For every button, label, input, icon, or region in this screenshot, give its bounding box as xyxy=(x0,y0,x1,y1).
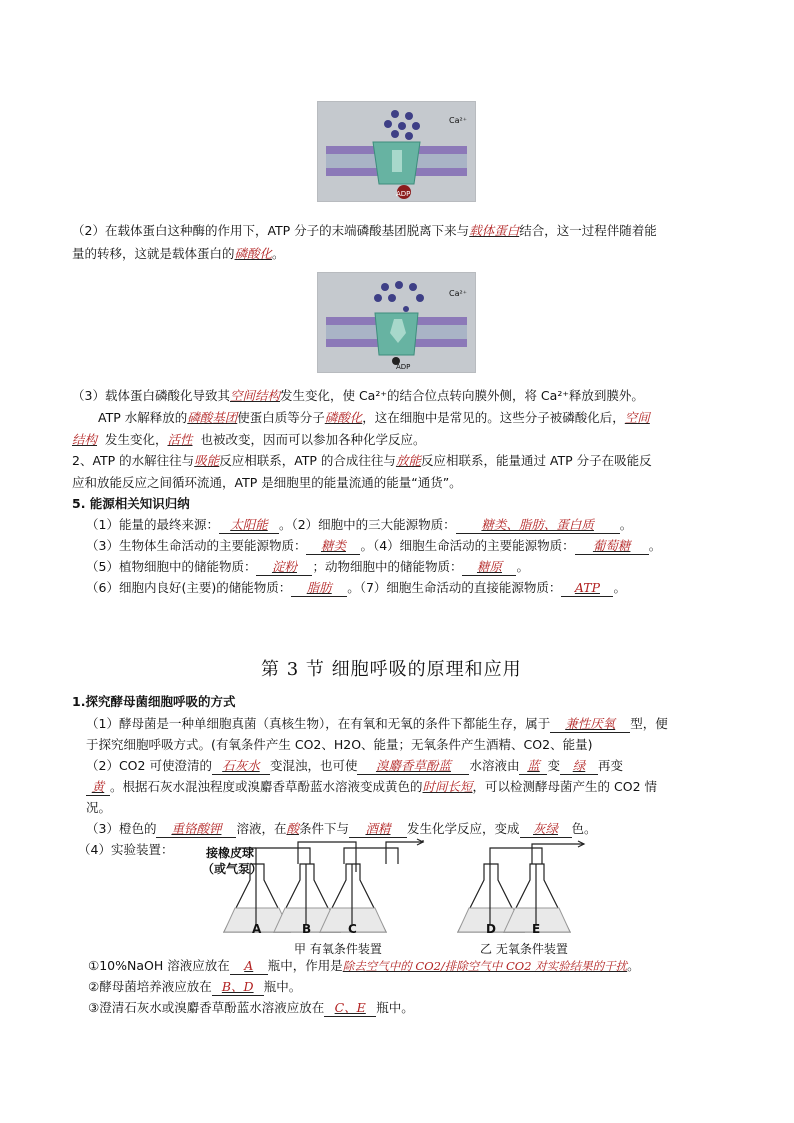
text: 溶液，在 xyxy=(236,821,287,836)
flask-d-label: D xyxy=(486,922,496,936)
text: （6）细胞内良好(主要)的储能物质： xyxy=(86,580,292,595)
answer-blank: 蓝 xyxy=(527,758,540,773)
paragraph-2-line-2 xyxy=(72,246,285,262)
text: 型，便 xyxy=(630,716,668,731)
paragraph-2-line-1 xyxy=(72,223,657,239)
text: 水溶液由 xyxy=(469,758,520,773)
pump-label-sub: （或气泵） xyxy=(202,862,263,876)
answer-blank: 除去空气中的 CO2/排除空气中 CO2 对实验结果的干扰 xyxy=(342,959,628,973)
answer-blank: 酸 xyxy=(286,821,299,836)
energy-row-3 xyxy=(86,559,529,576)
text: ATP 水解释放的 xyxy=(98,410,188,425)
flask-b-label: B xyxy=(302,922,312,936)
q2-line-3 xyxy=(86,800,111,816)
text: 发生变化， xyxy=(104,432,168,447)
q1-line-2 xyxy=(86,737,592,753)
answer-blank: 空间结构 xyxy=(229,388,280,403)
text: 使蛋白质等分子 xyxy=(237,410,325,425)
text: 。 xyxy=(619,517,633,532)
answer-blank: 石灰水 xyxy=(222,758,260,773)
answer-blank: 结构 xyxy=(72,432,98,447)
text: 。 xyxy=(613,580,626,595)
part-1-title: 1.探究酵母菌细胞呼吸的方式 xyxy=(72,694,236,709)
text: 2、ATP 的水解往往与 xyxy=(72,453,195,468)
text: （2）CO2 可使澄清的 xyxy=(86,758,212,773)
text: 。（7）细胞生命活动的直接能源物质： xyxy=(347,580,562,595)
text: 。 xyxy=(627,958,640,973)
text: 。 xyxy=(648,538,662,553)
answer-blank: 酒精 xyxy=(365,821,391,836)
text: 应和放能反应之间循环流通，ATP 是细胞里的能量流通的能量“通货”。 xyxy=(72,475,462,490)
carrier-protein-figure-2 xyxy=(317,272,476,373)
answer-blank: 脂肪 xyxy=(306,580,332,595)
text: （1）能量的最终来源： xyxy=(86,517,219,532)
answer-blank: 灰绿 xyxy=(533,821,559,836)
answer-blank: 放能 xyxy=(395,453,421,468)
answer-blank: 空间 xyxy=(624,410,650,425)
text: 。 xyxy=(516,559,529,574)
aerobic-caption: 甲 有氧条件装置 xyxy=(294,942,382,956)
adp-label: ADP xyxy=(396,190,411,198)
membrane-diagram-2 xyxy=(318,273,475,372)
text: ，可以检测酵母菌产生的 CO2 情 xyxy=(472,779,657,794)
paragraph-3-line-1 xyxy=(72,388,644,404)
text: （5）植物细胞中的储能物质： xyxy=(86,559,257,574)
adp-label: ADP xyxy=(396,363,411,371)
answer-blank: 糖类、脂肪、蛋白质 xyxy=(481,517,594,532)
text: （1）酵母菌是一种单细胞真菌（真核生物），在有氧和无氧的条件下都能生存，属于 xyxy=(86,716,551,731)
text: ②酵母菌培养液应放在 xyxy=(88,979,212,994)
text: 条件下与 xyxy=(298,821,349,836)
text: ；动物细胞中的储能物质： xyxy=(312,559,463,574)
answer-blank: 磷酸化 xyxy=(324,410,363,425)
answer-blank: 太阳能 xyxy=(230,517,268,532)
section-5-title: 5. 能源相关知识归纳 xyxy=(72,496,190,511)
apparatus-diagram xyxy=(198,836,598,960)
answer-blank: 糖类 xyxy=(320,538,346,553)
answer-blank: 磷酸化 xyxy=(234,246,273,261)
answer-blank: 兼性厌氧 xyxy=(565,716,616,731)
answer-1 xyxy=(88,958,640,975)
flask-a-label: A xyxy=(252,922,262,936)
text: （3）橙色的 xyxy=(86,821,157,836)
answer-blank: 时间长短 xyxy=(422,779,473,794)
section-title: 第 3 节 细胞呼吸的原理和应用 xyxy=(261,659,522,680)
text: 量的转移，这就是载体蛋白的 xyxy=(72,246,235,261)
answer-blank: A xyxy=(244,958,254,973)
atp-paragraph-line-2 xyxy=(72,475,462,491)
paragraph-3-line-3 xyxy=(72,432,425,448)
paragraph-3-line-2 xyxy=(98,410,650,426)
answer-3 xyxy=(88,1000,414,1017)
text: 反应相联系，能量通过 ATP 分子在吸能反 xyxy=(420,453,652,468)
text: 。（4）细胞生命活动的主要能源物质： xyxy=(360,538,575,553)
q2-line-1 xyxy=(86,758,623,775)
text: 瓶中。 xyxy=(376,1000,414,1015)
atp-paragraph-line-1 xyxy=(72,453,652,469)
text: 变混浊，也可使 xyxy=(269,758,358,773)
text: 于探究细胞呼吸方式。(有氧条件产生 CO2、H2O、能量；无氧条件产生酒精、CO2、能量) xyxy=(86,737,593,752)
text: 。（2）细胞中的三大能源物质： xyxy=(278,517,456,532)
text: 也被改变，因而可以参加各种化学反应。 xyxy=(200,432,426,447)
answer-blank: 吸能 xyxy=(194,453,220,468)
answer-blank: 活性 xyxy=(167,432,193,447)
flask-e-label: E xyxy=(532,922,541,936)
energy-row-2 xyxy=(86,538,661,555)
q4-line: （4）实验装置： xyxy=(78,842,174,857)
text: 反应相联系，ATP 的合成往往与 xyxy=(219,453,396,468)
text: 发生化学反应，变成 xyxy=(407,821,520,836)
text: （3）生物体生命活动的主要能源物质： xyxy=(86,538,307,553)
answer-blank: ATP xyxy=(574,580,600,595)
text: 况。 xyxy=(86,800,112,815)
text: 再变 xyxy=(598,758,624,773)
text: （3）载体蛋白磷酸化导致其 xyxy=(72,388,230,403)
text: （2）在载体蛋白这种酶的作用下，ATP 分子的末端磷酸基团脱离下来与 xyxy=(72,223,470,238)
ca-label: Ca²⁺ xyxy=(449,116,467,125)
text: 。根据石灰水混浊程度或溴麝香草酚蓝水溶液变成黄色的 xyxy=(110,779,423,794)
pump-label: 接橡皮球 xyxy=(206,846,255,860)
text: 瓶中，作用是 xyxy=(267,958,343,973)
answer-2 xyxy=(88,979,301,996)
text: 色。 xyxy=(571,821,597,836)
answer-blank: 重铬酸钾 xyxy=(171,821,222,836)
answer-blank: B、D xyxy=(221,979,254,994)
energy-row-1 xyxy=(86,517,632,534)
text: ①10%NaOH 溶液应放在 xyxy=(88,958,230,973)
answer-blank: C、E xyxy=(334,1000,366,1015)
text: 变 xyxy=(547,758,560,773)
answer-blank: 磷酸基团 xyxy=(187,410,238,425)
text: 结合，这一过程伴随着能 xyxy=(519,223,657,238)
text: 。 xyxy=(272,246,285,261)
q1-line-1 xyxy=(86,716,668,733)
answer-blank: 黄 xyxy=(91,779,105,794)
q2-line-2 xyxy=(86,779,657,796)
text: ，这在细胞中是常见的。这些分子被磷酸化后， xyxy=(362,410,625,425)
text: 瓶中。 xyxy=(263,979,302,994)
energy-row-4 xyxy=(86,580,626,597)
text: 发生变化，使 Ca²⁺的结合位点转向膜外侧，将 Ca²⁺释放到膜外。 xyxy=(279,388,644,403)
answer-blank: 溴麝香草酚蓝 xyxy=(375,758,451,773)
ca-label: Ca²⁺ xyxy=(449,289,467,298)
answer-blank: 葡萄糖 xyxy=(592,538,631,553)
answer-blank: 糖原 xyxy=(476,559,502,574)
answer-blank: 淀粉 xyxy=(271,559,297,574)
text: ③澄清石灰水或溴麝香草酚蓝水溶液应放在 xyxy=(88,1000,325,1015)
flask-c-label: C xyxy=(348,922,357,936)
answer-blank: 载体蛋白 xyxy=(469,223,520,238)
carrier-protein-figure-1 xyxy=(317,101,476,202)
anaerobic-caption: 乙 无氧条件装置 xyxy=(480,942,568,956)
answer-blank: 绿 xyxy=(572,758,586,773)
